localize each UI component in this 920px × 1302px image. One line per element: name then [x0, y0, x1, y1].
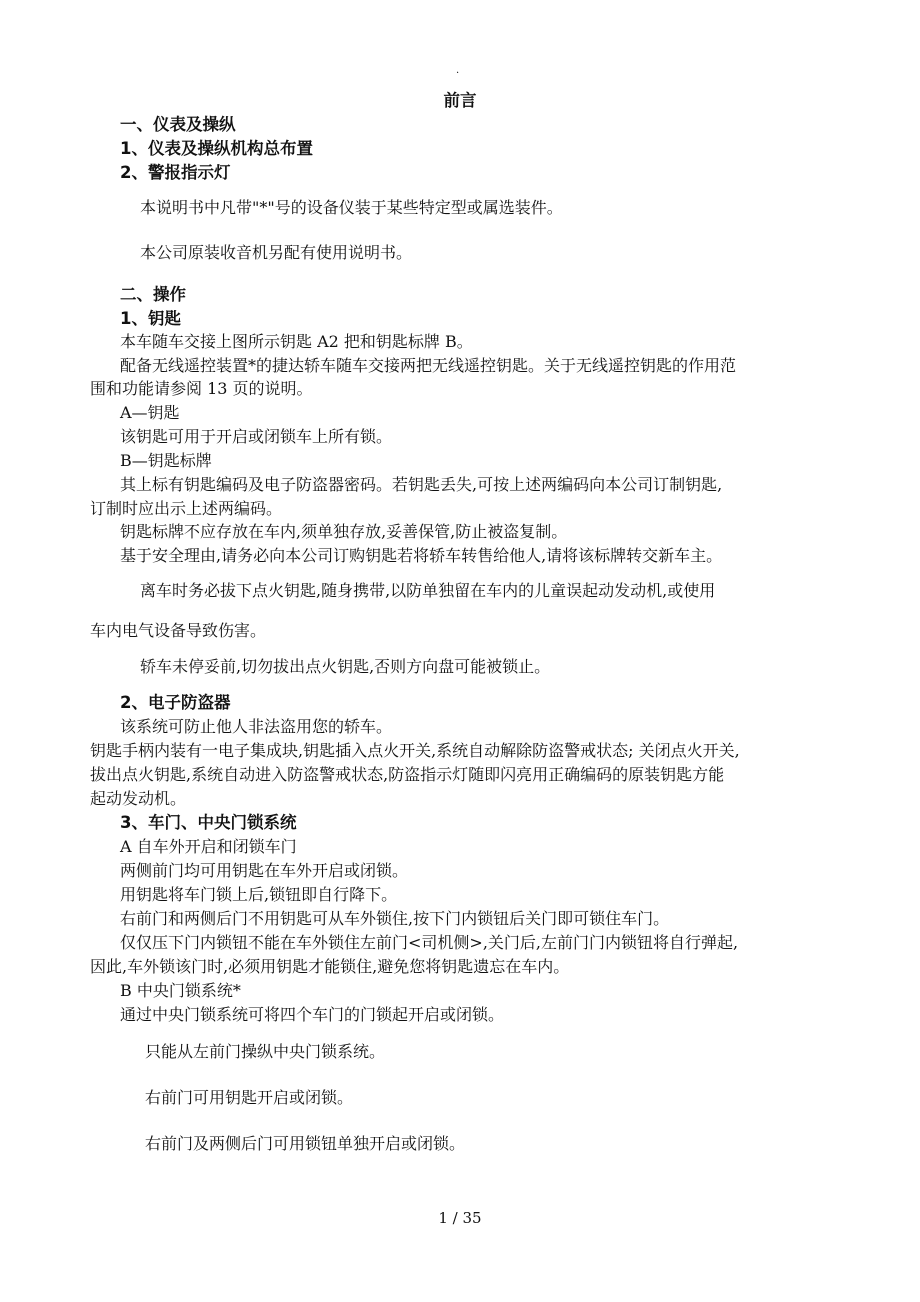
header-dot: .: [456, 65, 460, 76]
paragraph-driver-door-line-2: 因此,车外锁该门时,必须用钥匙才能锁住,避免您将钥匙遗忘在车内。: [90, 957, 570, 976]
paragraph-radio-note: 本公司原装收音机另配有使用说明书。: [140, 243, 413, 262]
paragraph-asterisk-note: 本说明书中凡带"*"号的设备仪装于某些特定型或属选装件。: [140, 198, 563, 217]
paragraph-rear-doors: 右前门和两侧后门不用钥匙可从车外锁住,按下门内锁钮后关门即可锁住车门。: [120, 909, 670, 928]
paragraph-immobilizer-detail-line-2: 拔出点火钥匙,系统自动进入防盗警戒状态,防盗指示灯随即闪亮用正确编码的原装钥匙方能: [90, 765, 725, 784]
section-heading-1: 一、仪表及操纵: [120, 115, 236, 134]
paragraph-key-tag-storage: 钥匙标牌不应存放在车内,须单独存放,妥善保管,防止被盗复制。: [120, 522, 568, 541]
paragraph-key-order: 基于安全理由,请务必向本公司订购钥匙若将轿车转售给他人,请将该标牌转交新车主。: [120, 546, 723, 565]
paragraph-key-usage: 该钥匙可用于开启或闭锁车上所有锁。: [120, 427, 393, 446]
paragraph-key-handover: 本车随车交接上图所示钥匙 A2 把和钥匙标牌 B。: [120, 332, 473, 351]
paragraph-remote-key-line-2: 围和功能请参阅 13 页的说明。: [90, 379, 313, 398]
label-a-key: A—钥匙: [120, 403, 180, 422]
paragraph-remote-key-line-1: 配备无线遥控装置*的捷达轿车随车交接两把无线遥控钥匙。关于无线遥控钥匙的作用范: [120, 356, 737, 375]
subsection-heading-1-1: 1、仪表及操纵机构总布置: [120, 139, 313, 158]
paragraph-key-tag-line-1: 其上标有钥匙编码及电子防盗器密码。若钥匙丢失,可按上述两编码向本公司订制钥匙,: [120, 475, 723, 494]
paragraph-left-front-control: 只能从左前门操纵中央门锁系统。: [145, 1042, 386, 1061]
paragraph-right-rear-knobs: 右前门及两侧后门可用锁钮单独开启或闭锁。: [145, 1134, 466, 1153]
paragraph-leave-car-line-1: 离车时务必拔下点火钥匙,随身携带,以防单独留在车内的儿童误起动发动机,或使用: [140, 581, 716, 600]
section-heading-2: 二、操作: [120, 285, 186, 304]
paragraph-immobilizer-detail-line-1: 钥匙手柄内装有一电子集成块,钥匙插入点火开关,系统自动解除防盗警戒状态; 关闭点火开关,: [90, 741, 740, 760]
paragraph-leave-car-line-2: 车内电气设备导致伤害。: [90, 621, 267, 640]
page-number: 1 / 35: [438, 1209, 482, 1227]
label-a-outside-locking: A 自车外开启和闭锁车门: [120, 837, 297, 856]
paragraph-front-doors: 两侧前门均可用钥匙在车外开启或闭锁。: [120, 861, 409, 880]
subsection-heading-2-2: 2、电子防盗器: [120, 693, 231, 712]
paragraph-immobilizer: 该系统可防止他人非法盗用您的轿车。: [120, 717, 393, 736]
page-title: 前言: [443, 91, 477, 110]
label-b-key-tag: B—钥匙标牌: [120, 451, 212, 470]
subsection-heading-2-1: 1、钥匙: [120, 309, 181, 328]
paragraph-steering-lock: 轿车未停妥前,切勿拔出点火钥匙,否则方向盘可能被锁止。: [140, 657, 551, 676]
label-b-central-locking: B 中央门锁系统*: [120, 981, 241, 1000]
paragraph-lock-knob: 用钥匙将车门锁上后,锁钮即自行降下。: [120, 885, 398, 904]
paragraph-immobilizer-detail-line-3: 起动发动机。: [90, 789, 187, 808]
paragraph-right-front-key: 右前门可用钥匙开启或闭锁。: [145, 1088, 354, 1107]
paragraph-central-locking: 通过中央门锁系统可将四个车门的门锁起开启或闭锁。: [120, 1005, 505, 1024]
paragraph-key-tag-line-2: 订制时应出示上述两编码。: [90, 499, 283, 518]
paragraph-driver-door-line-1: 仅仅压下门内锁钮不能在车外锁住左前门<司机侧>,关门后,左前门门内锁钮将自行弹起,: [120, 933, 739, 952]
subsection-heading-2-3: 3、车门、中央门锁系统: [120, 813, 297, 832]
subsection-heading-1-2: 2、警报指示灯: [120, 163, 231, 182]
